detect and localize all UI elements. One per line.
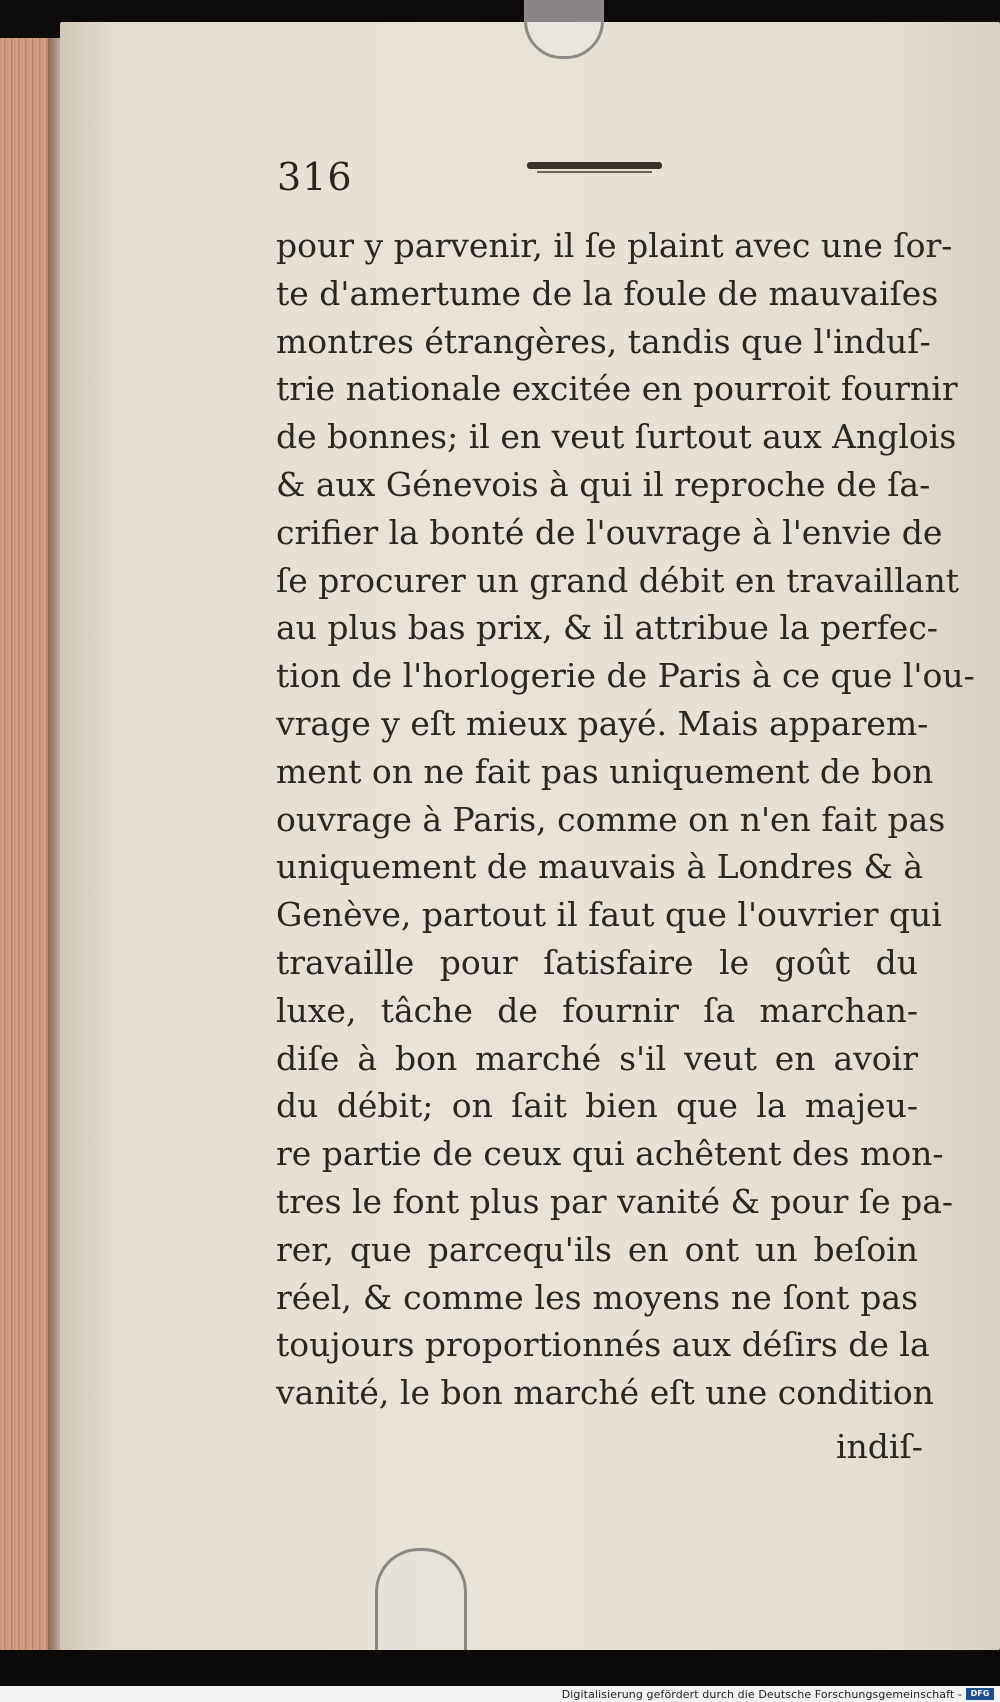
text-line: luxe, tâche de fournir ſa marchan-	[276, 990, 918, 1030]
text-line: diſe à bon marché s'il veut en avoir	[276, 1038, 918, 1078]
text-line: tres le font plus par vanité & pour ſe pa-	[276, 1181, 954, 1221]
text-line: ſe procurer un grand débit en travaillant	[276, 560, 959, 600]
text-line: te d'amertume de la foule de mauvaiſes	[276, 273, 939, 313]
text-line: montres étrangères, tandis que l'induſ-	[276, 321, 931, 361]
text-line: pour y parvenir, il ſe plaint avec une ſor-	[276, 226, 953, 265]
dfg-logo-icon: DFG	[966, 1688, 994, 1700]
text-line: Genève, partout il faut que l'ouvrier qui	[276, 895, 942, 935]
text-line: re partie de ceux qui achêtent des mon-	[276, 1134, 944, 1174]
text-line: trie nationale excitée en pourroit fournir	[276, 369, 958, 409]
text-line: réel, & comme les moyens ne ſont pas	[276, 1277, 918, 1317]
text-line: travaille pour ſatisfaire le goût du	[276, 942, 918, 982]
text-line: vrage y eſt mieux payé. Mais apparem-	[276, 703, 929, 743]
text-line: & aux Génevois à qui il reproche de ſa-	[276, 464, 931, 504]
text-line: toujours proportionnés aux déſirs de la	[276, 1325, 930, 1365]
header-rule	[527, 162, 662, 169]
catchword: indiſ-	[836, 1427, 923, 1466]
text-line: vanité, le bon marché eſt une condition	[276, 1373, 934, 1413]
text-line: du débit; on ſait bien que la majeu-	[276, 1086, 918, 1126]
text-line: ment on ne fait pas uniquement de bon	[276, 751, 934, 791]
text-line: ouvrage à Paris, comme on n'en fait pas	[276, 799, 946, 839]
scan-bottom-border	[0, 1650, 1000, 1688]
page-number: 316	[277, 155, 353, 199]
text-line: crifier la bonté de l'ouvrage à l'envie de	[276, 512, 943, 552]
text-line: uniquement de mauvais à Londres & à	[276, 847, 924, 887]
text-line: de bonnes; il en veut ſurtout aux Anglois	[276, 417, 957, 457]
text-line: au plus bas prix, & il attribue la perfec-	[276, 608, 938, 648]
digitization-credit: Digitalisierung gefördert durch die Deutsche Forschungsgemeinschaft -	[561, 1688, 962, 1701]
text-line: rer, que parcequ'ils en ont un beſoin	[276, 1229, 918, 1269]
text-line: tion de l'horlogerie de Paris à ce que l'ou-	[276, 656, 975, 696]
body-text	[276, 222, 975, 1417]
